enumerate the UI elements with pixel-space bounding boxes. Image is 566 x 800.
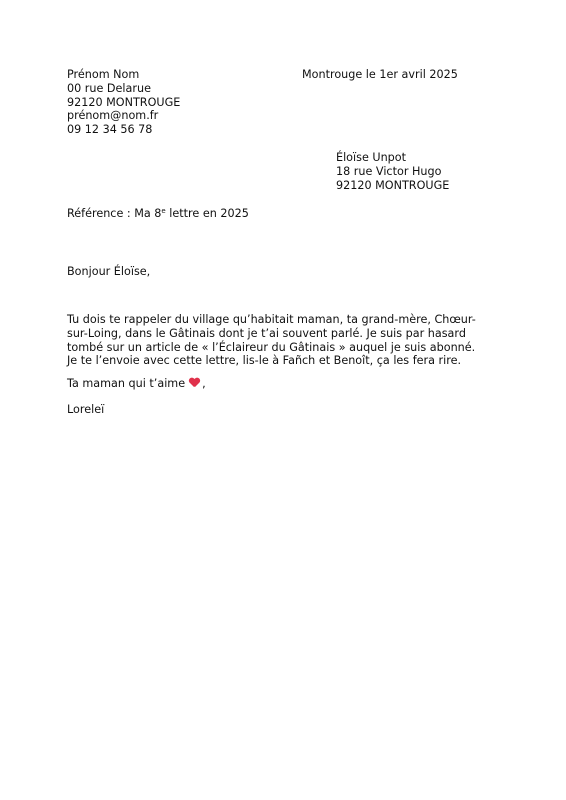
sender-name: Prénom Nom [67,68,140,81]
sender-address-block [67,68,180,137]
letter-date: Montrouge le 1er avril 2025 [302,68,458,81]
greeting: Bonjour Éloïse, [67,265,151,278]
closing-line [67,377,206,391]
heart-icon [189,378,200,388]
body-line: sur-Loing, dans le Gâtinais dont je t’ai souvent parlé. Je suis par hasard [67,326,466,340]
reference-suffix: lettre en 2025 [165,207,249,220]
recipient-address-block [336,151,449,192]
sender-email: prénom@nom.fr [67,109,159,123]
body-paragraph [67,313,476,368]
recipient-name: Éloïse Unpot [336,151,407,164]
recipient-street: 18 rue Victor Hugo [336,164,442,178]
body-line: tombé sur un article de « l’Éclaireur du Gâtinais » auquel je suis abonné. [67,340,476,354]
reference-superscript: e [161,207,166,215]
recipient-city: 92120 MONTROUGE [336,178,450,192]
closing-comma: , [202,377,206,390]
sender-phone: 09 12 34 56 78 [67,123,153,137]
reference-prefix: Référence : Ma 8 [67,207,162,220]
signature: Loreleï [67,403,105,416]
reference-line [67,207,249,221]
sender-city: 92120 MONTROUGE [67,95,181,109]
closing-text: Ta maman qui t’aime [67,377,186,390]
body-line: Tu dois te rappeler du village qu’habitait maman, ta grand-mère, Chœur- [67,313,476,326]
body-line: Je te l’envoie avec cette lettre, lis-le à Fañch et Benoît, ça les fera rire. [67,354,462,368]
sender-street: 00 rue Delarue [67,81,151,95]
